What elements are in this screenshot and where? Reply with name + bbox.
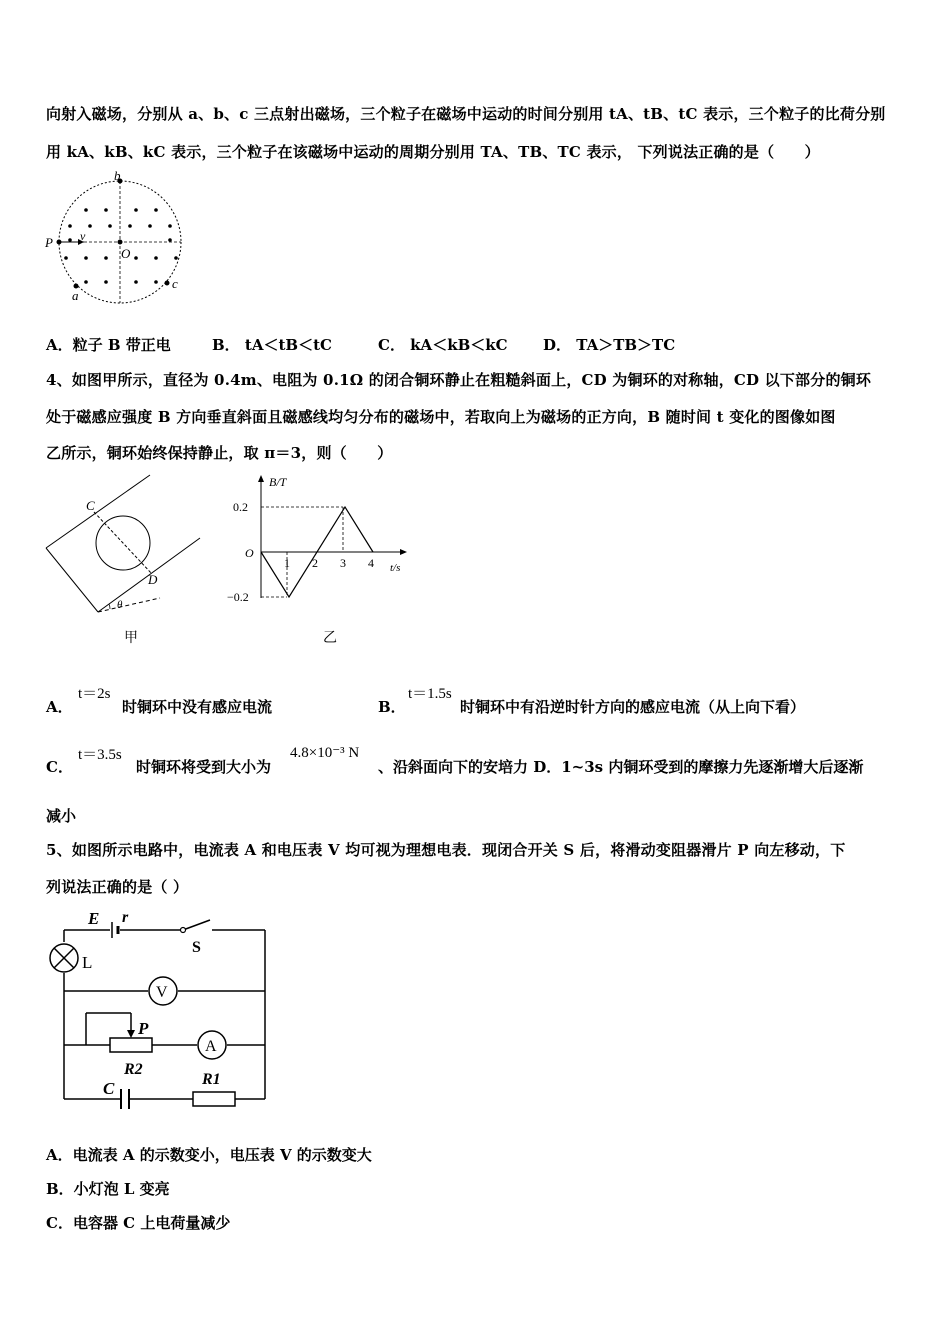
q4-option-c-continued: 减小 [46,807,77,825]
q4-incline-figure-jia [40,470,210,650]
q4-text-line2: 处于磁感应强度 B 方向垂直斜面且磁感线均匀分布的磁场中，若取向上为磁场的正方向，B 随时间 t 变化的图像如图 [46,408,836,426]
label-V: V [156,984,168,1001]
label-a: a [72,288,79,303]
q5-option-c[interactable]: C．电容器 C 上电荷量减少 [46,1214,231,1232]
q4-option-b-formula: t＝1.5s [408,686,452,702]
resistor-R1 [193,1092,235,1106]
point-c [165,281,170,286]
q4-option-a-formula: t＝2s [78,686,111,702]
label-theta: θ [117,599,123,611]
q4-text-line1: 4、如图甲所示，直径为 0.4m、电阻为 0.1Ω 的闭合铜环静止在粗糙斜面上，CD 为铜环的对称轴，CD 以下部分的铜环 [46,371,872,389]
y-axis-label: B/T [269,475,287,489]
caption-jia: 甲 [124,631,138,646]
q4-option-a-text[interactable]: 时铜环中没有感应电流 [122,698,273,716]
switch-pivot [181,928,186,933]
q3-option-c[interactable]: C． kA＜kB＜kC [378,336,508,354]
q5-text-line2: 列说法正确的是（ ） [46,878,189,896]
label-A: A [205,1038,217,1055]
q4-option-c-formula1: t＝3.5s [78,747,122,763]
rheostat-R2 [110,1038,152,1052]
x-tick-3: 3 [340,556,346,570]
slider-P [127,1030,135,1038]
x-tick-2: 2 [312,556,318,570]
q4-option-b-label[interactable]: B． [378,698,406,716]
q5-circuit-diagram [40,900,280,1120]
q4-text-line3: 乙所示，铜环始终保持静止，取 π＝3，则（ ） [46,444,393,462]
y-tick-neg0.2: −0.2 [227,590,249,604]
q4-option-a-label[interactable]: A． [46,698,73,716]
x-tick-1: 1 [284,556,290,570]
label-R1: R1 [202,1071,221,1088]
q4-option-c-text1[interactable]: 时铜环将受到大小为 [136,758,272,776]
q3-magnetic-field-figure [40,170,200,310]
q5-option-b[interactable]: B．小灯泡 L 变亮 [46,1180,170,1198]
q4-option-c-formula2: 4.8×10⁻³ N [290,745,360,761]
label-R2: R2 [124,1061,143,1078]
label-b: b [114,170,121,183]
label-v: v [80,229,86,243]
q4-bt-graph-yi [225,470,415,650]
q4-option-b-text[interactable]: 时铜环中有沿逆时针方向的感应电流（从上向下看） [460,698,806,716]
label-E: E [88,909,100,928]
q3-text-line1: 向射入磁场，分别从 a、b、c 三点射出磁场，三个粒子在磁场中运动的时间分别用 tA、tB、tC 表示，三个粒子的比荷分别 [46,105,886,123]
q4-option-c-text2[interactable]: 、沿斜面向下的安培力 D．1~3s 内铜环受到的摩擦力先逐渐增大后逐渐 [378,758,864,776]
label-S: S [192,939,201,956]
label-D: D [148,572,158,587]
axis-CD [94,512,152,574]
q3-text-line2: 用 kA、kB、kC 表示，三个粒子在该磁场中运动的周期分别用 TA、TB、TC 表示， 下列说法正确的是（ ） [46,143,820,161]
x-axis-label: t/s [390,562,401,574]
y-tick-0.2: 0.2 [233,500,248,514]
label-P: P [45,235,53,250]
label-P: P [138,1019,149,1038]
label-c: c [172,276,178,291]
q3-option-a[interactable]: A．粒子 B 带正电 [46,336,171,354]
label-r: r [122,909,129,926]
q5-option-a[interactable]: A．电流表 A 的示数变小，电压表 V 的示数变大 [46,1146,372,1164]
slope-upper-edge [46,475,150,548]
origin-label: O [245,546,254,560]
label-L: L [82,953,93,972]
caption-yi: 乙 [323,631,337,646]
point-O [118,240,123,245]
x-tick-4: 4 [368,556,374,570]
q3-option-d[interactable]: D． TA＞TB＞TC [543,336,676,354]
label-C: C [86,498,95,513]
label-O: O [121,246,131,261]
slope-left-edge [46,548,98,612]
q4-option-c-label[interactable]: C． [46,758,73,776]
q3-option-b[interactable]: B． tA＜tB＜tC [212,336,332,354]
q5-text-line1: 5、如图所示电路中，电流表 A 和电压表 V 均可视为理想电表．现闭合开关 S 后，将滑动变阻器滑片 P 向左移动，下 [46,841,846,859]
label-C: C [103,1079,115,1098]
